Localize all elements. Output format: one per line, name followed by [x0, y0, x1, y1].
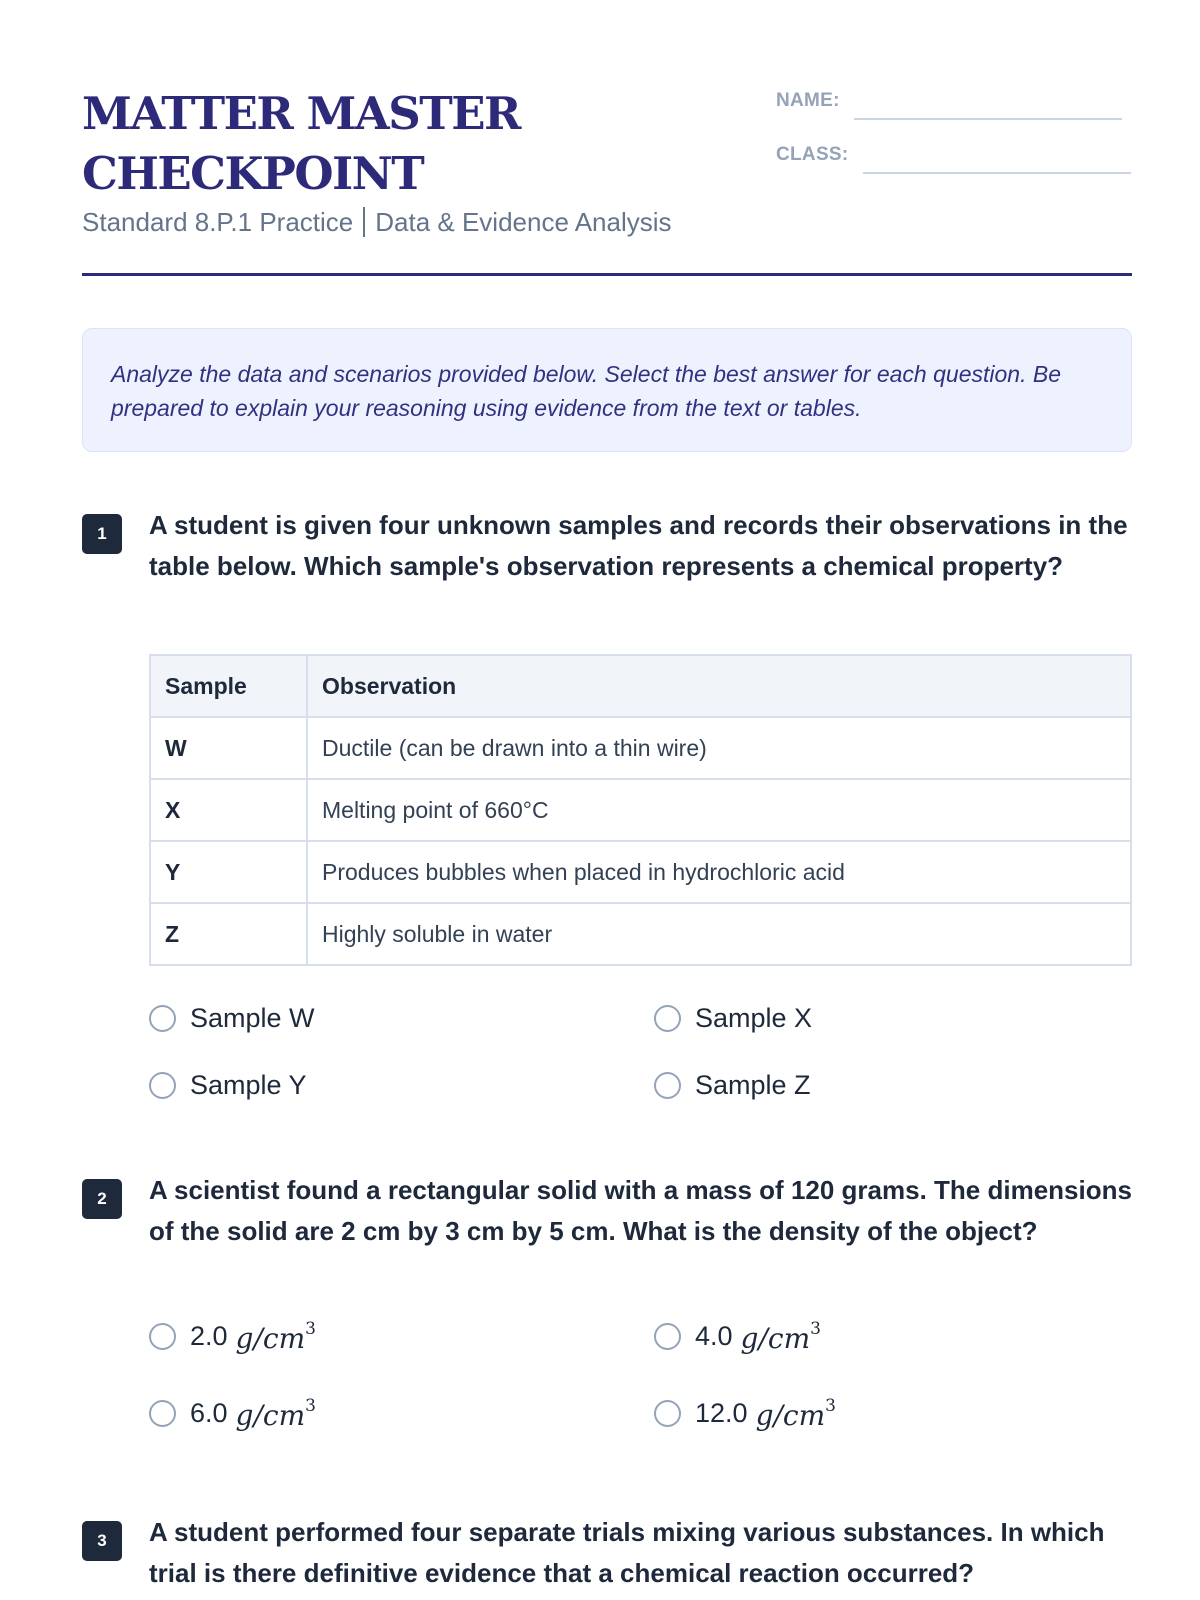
table-row	[150, 779, 1131, 841]
name-field	[776, 90, 1122, 120]
class-field	[776, 144, 1131, 174]
worksheet-page	[82, 0, 1132, 1588]
density-unit: $g/cm^3$	[235, 1395, 316, 1432]
option-label: Sample X	[695, 1003, 813, 1033]
sample-cell: Z	[150, 903, 307, 965]
option-density-12[interactable]	[654, 1375, 1132, 1452]
option-density-2[interactable]	[149, 1298, 654, 1375]
radio-button[interactable]	[149, 1072, 176, 1099]
table-header-row	[150, 655, 1131, 717]
option-density-6[interactable]	[149, 1375, 654, 1452]
worksheet-title: MATTER MASTER CHECKPOINT	[82, 87, 520, 200]
worksheet-subtitle	[82, 207, 672, 238]
table-row	[150, 841, 1131, 903]
standard-label: Standard 8.P.1 Practice	[82, 207, 354, 237]
question-number-badge: 3	[82, 1521, 122, 1561]
sample-cell: W	[150, 717, 307, 779]
option-value: 12.0	[695, 1398, 748, 1428]
density-unit: $g/cm^3$	[235, 1318, 316, 1355]
answer-options	[149, 985, 1132, 1119]
radio-button[interactable]	[149, 1400, 176, 1427]
class-label: CLASS:	[776, 144, 849, 165]
name-label: NAME:	[776, 90, 840, 111]
instructions-box	[82, 328, 1132, 452]
question-text: A student is given four unknown samples and records their observations in the table below. Which sample's observation represents a chemical property?	[149, 510, 1128, 581]
observation-table	[149, 654, 1132, 966]
column-header-observation: Observation	[307, 655, 1131, 717]
option-sample-w[interactable]	[149, 985, 654, 1052]
class-input-line[interactable]	[863, 144, 1131, 174]
table-row	[150, 717, 1131, 779]
option-value: 4.0	[695, 1321, 733, 1351]
radio-button[interactable]	[654, 1400, 681, 1427]
question-text: A scientist found a rectangular solid with a mass of 120 grams. The dimensions of the solid are 2 cm by 3 cm by 5 cm. What is the density of the object?	[149, 1175, 1132, 1246]
option-value: 6.0	[190, 1398, 228, 1428]
radio-button[interactable]	[654, 1323, 681, 1350]
option-sample-y[interactable]	[149, 1052, 654, 1119]
table-row	[150, 903, 1131, 965]
topic-label: Data & Evidence Analysis	[375, 207, 672, 237]
observation-cell: Produces bubbles when placed in hydrochloric acid	[307, 841, 1131, 903]
sample-cell: X	[150, 779, 307, 841]
radio-button[interactable]	[654, 1005, 681, 1032]
observation-cell: Ductile (can be drawn into a thin wire)	[307, 717, 1131, 779]
option-sample-z[interactable]	[654, 1052, 1132, 1119]
radio-button[interactable]	[654, 1072, 681, 1099]
option-density-4[interactable]	[654, 1298, 1132, 1375]
column-header-sample: Sample	[150, 655, 307, 717]
density-unit: $g/cm^3$	[755, 1395, 836, 1432]
option-label: Sample Z	[695, 1070, 811, 1100]
option-label: Sample Y	[190, 1070, 307, 1100]
option-value: 2.0	[190, 1321, 228, 1351]
density-unit: $g/cm^3$	[740, 1318, 821, 1355]
answer-options	[149, 1298, 1132, 1452]
subtitle-divider	[363, 207, 365, 237]
instructions-text: Analyze the data and scenarios provided below. Select the best answer for each question. Be prepared to explain your reasoning using evidence from the text or tables.	[111, 361, 1061, 421]
radio-button[interactable]	[149, 1005, 176, 1032]
observation-cell: Melting point of 660°C	[307, 779, 1131, 841]
question-text: A student performed four separate trials mixing various substances. In which trial is there definitive evidence that a chemical reaction occurred?	[149, 1517, 1105, 1588]
radio-button[interactable]	[149, 1323, 176, 1350]
observation-cell: Highly soluble in water	[307, 903, 1131, 965]
sample-cell: Y	[150, 841, 307, 903]
worksheet-header	[82, 0, 1132, 276]
option-label: Sample W	[190, 1003, 315, 1033]
name-input-line[interactable]	[854, 90, 1122, 120]
option-sample-x[interactable]	[654, 985, 1132, 1052]
question-number-badge: 2	[82, 1179, 122, 1219]
question-number-badge: 1	[82, 514, 122, 554]
